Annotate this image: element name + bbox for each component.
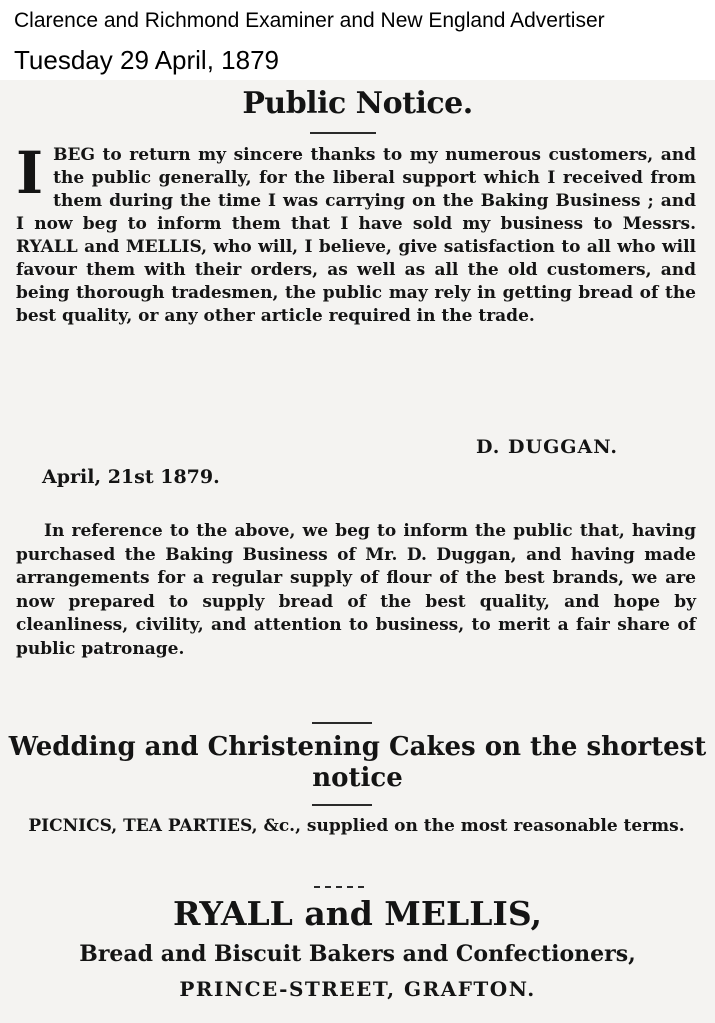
notice-paragraph-text: BEG to return my sincere thanks to my numerous customers, and the public generally, for the liberal support which I received from them during the time I was carrying on the Baking Business ; and I now beg to inform them that I have sold my business to Messrs. RYALL and MELLIS, who will, I believe, give satisfaction to all who will favour them with their orders, as well as all the old customers, and being thorough tradesmen, the public may rely in getting bread of the best quality, or any other article required in the trade. bbox=[16, 145, 696, 326]
publication-date: Tuesday 29 April, 1879 bbox=[14, 45, 279, 75]
divider-rule bbox=[312, 722, 372, 724]
drop-cap: I bbox=[16, 139, 44, 207]
firm-name: RYALL and MELLIS, bbox=[173, 894, 542, 933]
divider-rule bbox=[310, 132, 376, 134]
notice-title: Public Notice. bbox=[242, 86, 473, 121]
picnics-advert: PICNICS, TEA PARTIES, &c., supplied on the most reasonable terms. bbox=[28, 816, 685, 836]
signature: D. DUGGAN. bbox=[476, 436, 619, 458]
divider-rule bbox=[312, 804, 372, 806]
notice-paragraph-duggan bbox=[16, 139, 696, 328]
divider-rule bbox=[314, 886, 364, 888]
cakes-advert: Wedding and Christening Cakes on the shortest notice bbox=[8, 732, 707, 793]
dateline: April, 21st 1879. bbox=[42, 466, 220, 488]
caption-header bbox=[0, 0, 715, 80]
newspaper-name: Clarence and Richmond Examiner and New England Advertiser bbox=[14, 9, 605, 32]
firm-address: PRINCE-STREET, GRAFTON. bbox=[179, 977, 536, 1001]
newspaper-clipping bbox=[0, 80, 715, 1023]
firm-trade: Bread and Biscuit Bakers and Confectioners, bbox=[79, 941, 636, 967]
notice-paragraph-ryall-mellis: In reference to the above, we beg to inform the public that, having purchased the Baking Business of Mr. D. Duggan, and having made arrangements for a regular supply of flour of the best brands, we are now prepared to supply bread of the best quality, and hope by cleanliness, civility, and attention to business, to merit a fair share of public patronage. bbox=[16, 521, 696, 659]
